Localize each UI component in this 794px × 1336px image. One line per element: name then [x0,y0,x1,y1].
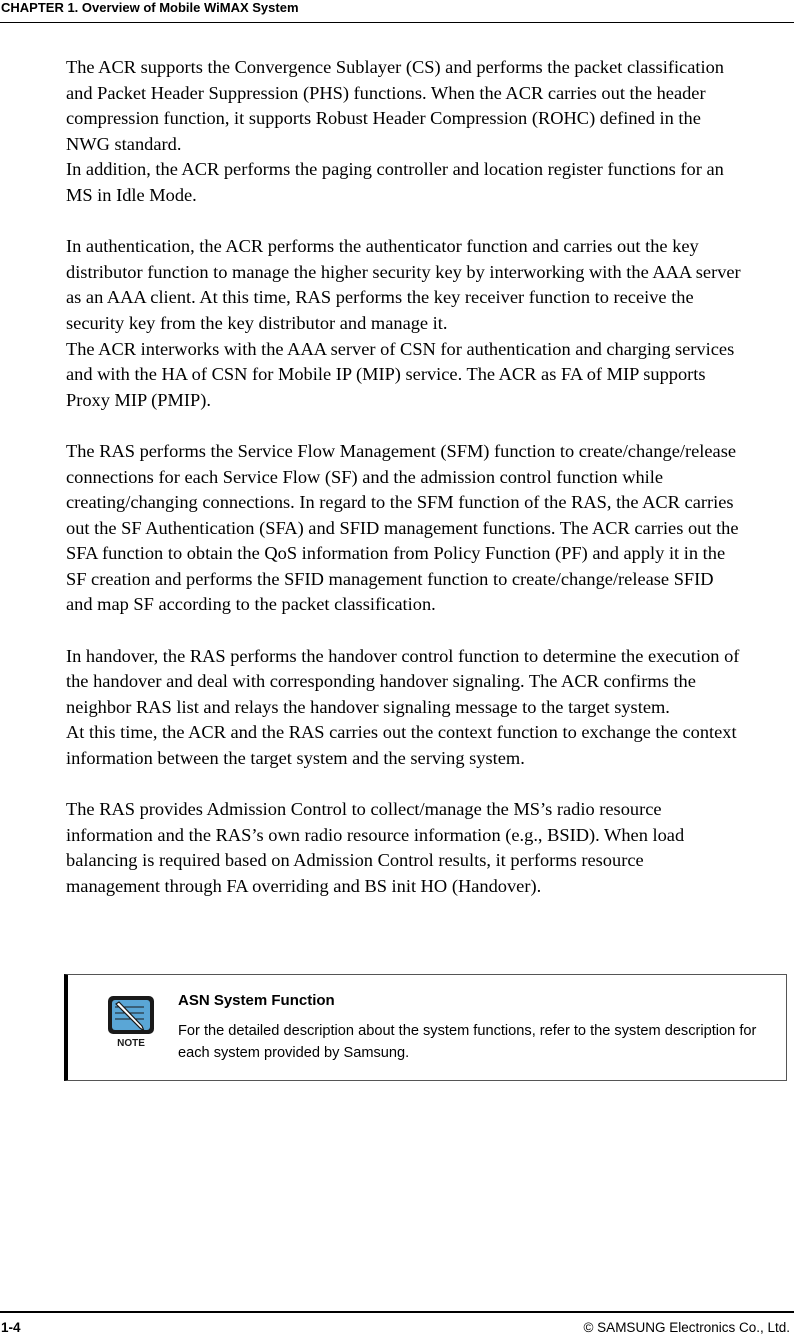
body-line: management through FA overriding and BS init HO (Handover). [66,876,542,896]
body-line: In authentication, the ACR performs the authenticator function and carries out the key [66,236,699,257]
body-line: distributor function to manage the higher security key by interworking with the AAA server [66,261,741,282]
body-line: The ACR supports the Convergence Sublayer (CS) and performs the packet classification [66,57,724,77]
body-line: information between the target system and the serving system. [66,748,525,769]
copyright: © SAMSUNG Electronics Co., Ltd. [583,1320,790,1335]
body-line: The ACR interworks with the AAA server of CSN for authentication and charging services [66,338,735,359]
body-line: MS in Idle Mode. [66,184,197,205]
chapter-title: CHAPTER 1. Overview of Mobile WiMAX System [1,0,299,15]
body-line: creating/changing connections. In regard to the SFM function of the RAS, the ACR carries [66,492,734,513]
body-line: At this time, the ACR and the RAS carries out the context function to exchange the context [66,722,737,743]
paragraph-gap [66,772,792,798]
body-line: compression function, it supports Robust Header Compression (ROHC) defined in the [66,108,701,129]
paragraph-gap [66,618,792,644]
body-line: connections for each Service Flow (SF) and the admission control function while [66,466,664,487]
note-icon-label: NOTE [117,1038,145,1047]
body-line: and Packet Header Suppression (PHS) functions. When the ACR carries out the header [66,82,706,103]
body-line: In addition, the ACR performs the paging controller and location register functions for an [66,159,724,180]
note-text: For the detailed description about the system functions, refer to the system description for each system provided by Samsung. [178,1023,757,1061]
body-text [66,55,792,900]
body-line: balancing is required based on Admission Control results, it performs resource [66,850,644,871]
body-line: The RAS performs the Service Flow Management (SFM) function to create/change/release [66,440,737,461]
body-line: neighbor RAS list and relays the handover signaling message to the target system. [66,696,670,717]
body-line: information and the RAS’s own radio resource information (e.g., BSID). When load [66,824,685,845]
body-line: and with the HA of CSN for Mobile IP (MIP) service. The ACR as FA of MIP supports [66,364,706,385]
note-pencil-icon [106,995,156,1047]
footer-divider [0,1311,794,1313]
header-divider [0,22,794,23]
body-line: security key from the key distributor and manage it. [66,312,448,333]
paragraph-gap [66,209,792,235]
page-number: 1-4 [1,1320,21,1335]
note-box [64,974,787,1081]
body-line: as an AAA client. At this time, RAS performs the key receiver function to receive the [66,287,694,308]
body-line: SF creation and performs the SFID management function to create/change/release SFID [66,568,714,589]
body-line: In handover, the RAS performs the handover control function to determine the execution of [66,645,740,666]
body-line: SFA function to obtain the QoS information from Policy Function (PF) and apply it in the [66,543,726,564]
body-line: and map SF according to the packet classification. [66,594,436,615]
note-title: ASN System Function [178,992,335,1009]
body-line: out the SF Authentication (SFA) and SFID management functions. The ACR carries out the [66,517,739,538]
body-line: the handover and deal with corresponding handover signaling. The ACR confirms the [66,671,696,692]
body-line: The RAS provides Admission Control to collect/manage the MS’s radio resource [66,799,662,820]
paragraph-gap [66,413,792,439]
body-line: Proxy MIP (PMIP). [66,389,211,410]
body-line: NWG standard. [66,133,182,154]
